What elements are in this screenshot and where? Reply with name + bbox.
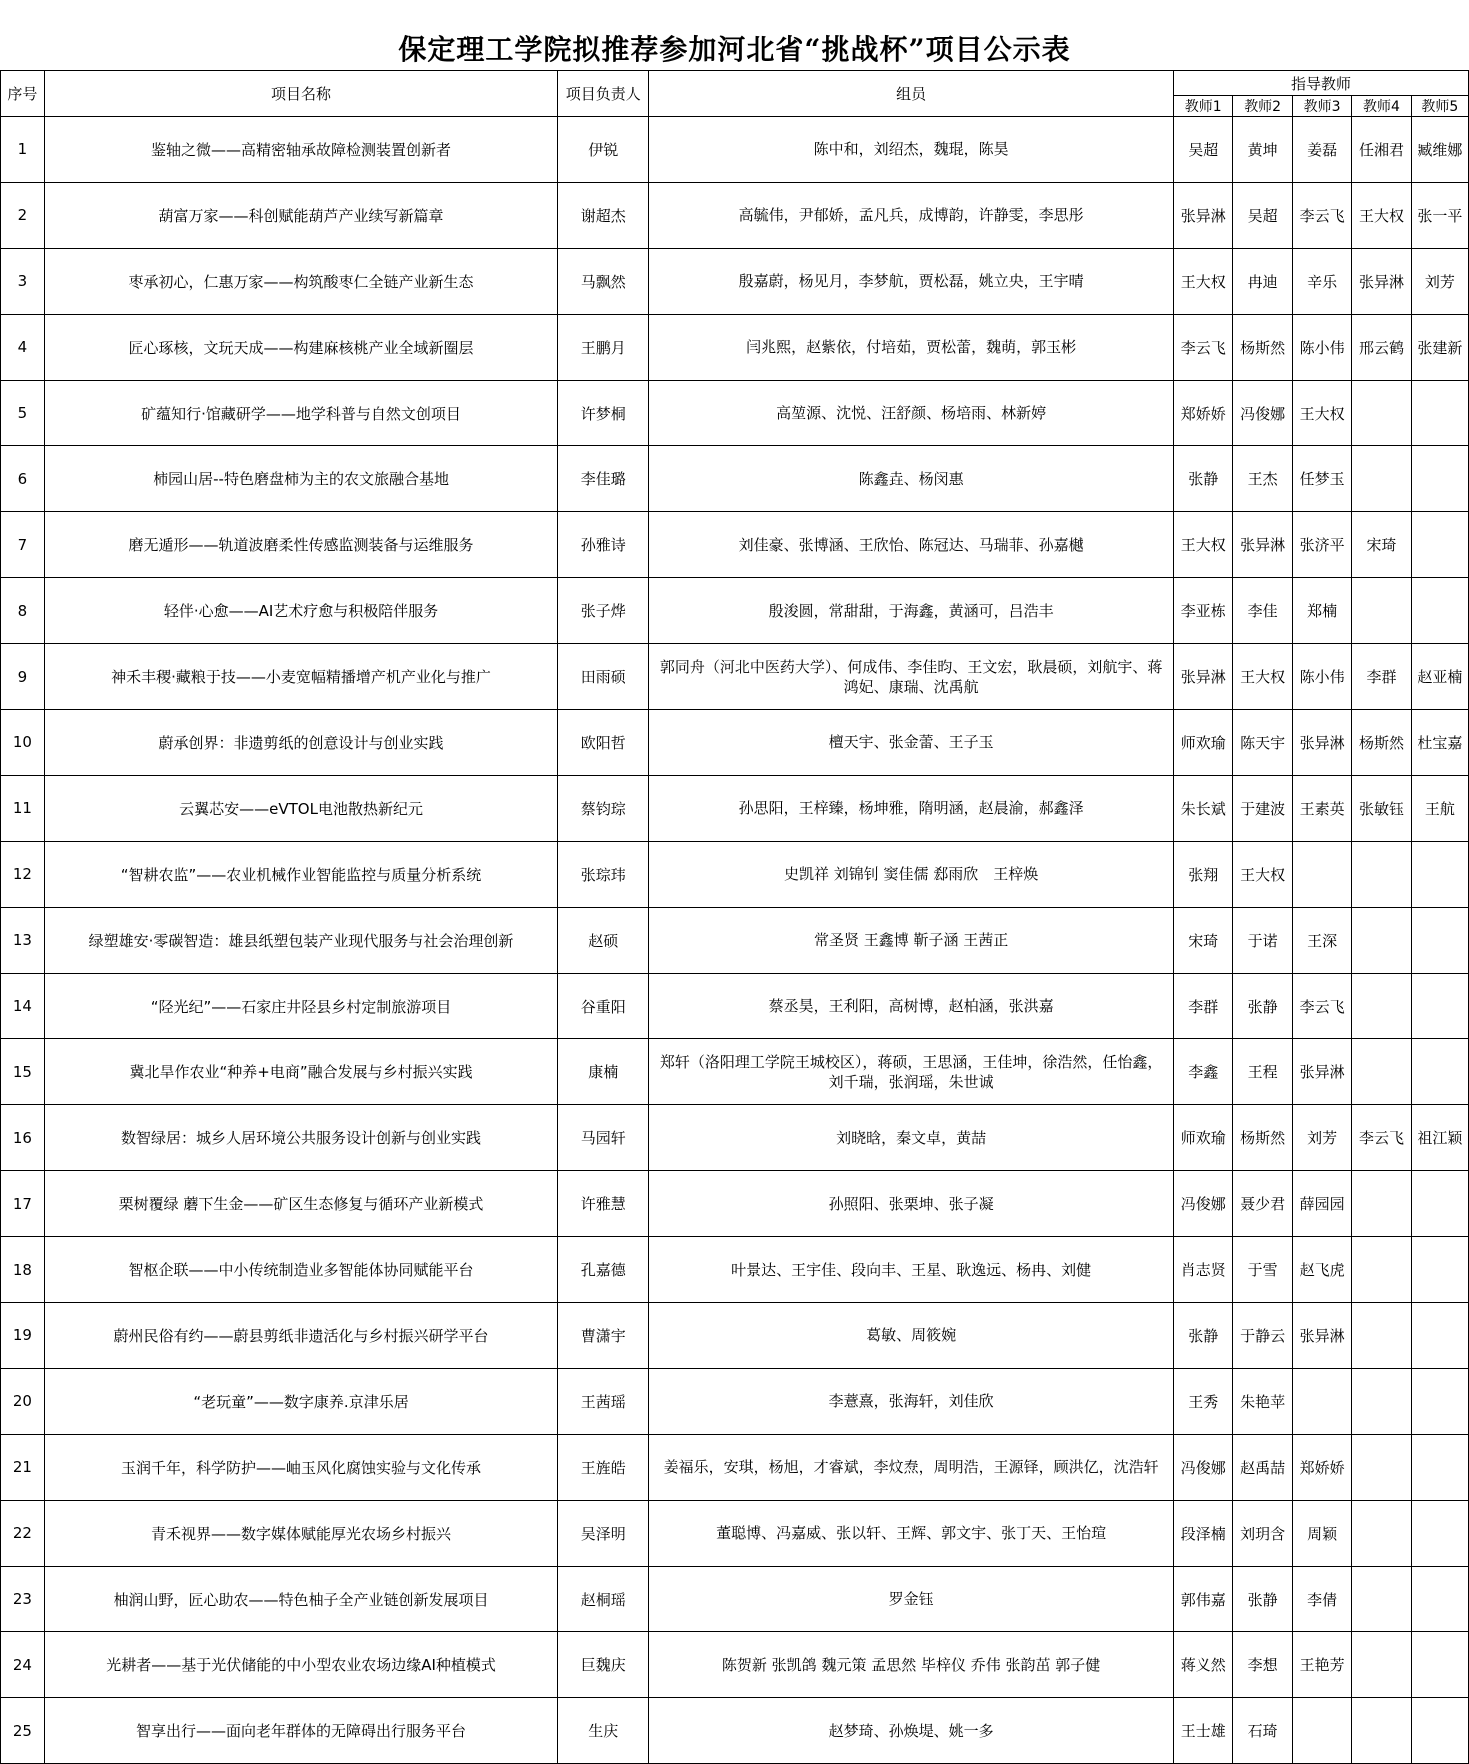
- cell-project: 鉴轴之微——高精密轴承故障检测装置创新者: [44, 117, 558, 183]
- cell-project: “智耕农监”——农业机械作业智能监控与质量分析系统: [44, 841, 558, 907]
- table-row: [1, 248, 1469, 314]
- cell-leader: 孔嘉德: [558, 1237, 649, 1303]
- cell-teacher2: 于建波: [1233, 775, 1292, 841]
- cell-teacher5: [1411, 1698, 1468, 1764]
- header-teacher5: 教师5: [1411, 96, 1468, 117]
- cell-teacher3: 张异淋: [1292, 1039, 1351, 1105]
- cell-teacher1: 师欢瑜: [1174, 710, 1233, 776]
- cell-teacher3: 张异淋: [1292, 710, 1351, 776]
- cell-teacher3: 李云飞: [1292, 182, 1351, 248]
- cell-project: 匠心琢核，文玩天成——构建麻核桃产业全域新圈层: [44, 314, 558, 380]
- cell-project: 智享出行——面向老年群体的无障碍出行服务平台: [44, 1698, 558, 1764]
- cell-no: 15: [1, 1039, 45, 1105]
- cell-no: 24: [1, 1632, 45, 1698]
- cell-project: 云翼芯安——eVTOL电池散热新纪元: [44, 775, 558, 841]
- cell-no: 21: [1, 1434, 45, 1500]
- cell-teacher5: [1411, 1632, 1468, 1698]
- cell-leader: 许雅慧: [558, 1171, 649, 1237]
- cell-teacher3: 王艳芳: [1292, 1632, 1351, 1698]
- cell-teacher1: 张异淋: [1174, 644, 1233, 710]
- header-leader: 项目负责人: [558, 71, 649, 117]
- cell-members: 蔡丞昊，王利阳，高树博，赵柏涵，张洪嘉: [649, 973, 1174, 1039]
- cell-members: 陈贺新 张凯鸽 魏元策 孟思然 毕梓仪 乔伟 张韵茁 郭子健: [649, 1632, 1174, 1698]
- cell-teacher3: 陈小伟: [1292, 644, 1351, 710]
- cell-teacher1: 蒋义然: [1174, 1632, 1233, 1698]
- cell-no: 2: [1, 182, 45, 248]
- cell-leader: 马园轩: [558, 1105, 649, 1171]
- cell-teacher4: [1352, 1171, 1411, 1237]
- table-row: [1, 841, 1469, 907]
- header-teacher1: 教师1: [1174, 96, 1233, 117]
- table-row: [1, 1237, 1469, 1303]
- cell-no: 6: [1, 446, 45, 512]
- cell-teacher5: 张一平: [1411, 182, 1468, 248]
- cell-members: 殷浚圆，常甜甜，于海鑫，黄涵可，吕浩丰: [649, 578, 1174, 644]
- cell-project: “老玩童”——数字康养.京津乐居: [44, 1368, 558, 1434]
- cell-teacher3: 周颖: [1292, 1500, 1351, 1566]
- cell-project: 蔚州民俗有约——蔚县剪纸非遗活化与乡村振兴研学平台: [44, 1303, 558, 1369]
- cell-teacher4: [1352, 1303, 1411, 1369]
- cell-teacher4: [1352, 1698, 1411, 1764]
- cell-teacher3: 姜磊: [1292, 117, 1351, 183]
- cell-project: 玉润千年，科学防护——岫玉风化腐蚀实验与文化传承: [44, 1434, 558, 1500]
- page-title: 保定理工学院拟推荐参加河北省“挑战杯”项目公示表: [398, 33, 1071, 66]
- header-members: 组员: [649, 71, 1174, 117]
- cell-no: 22: [1, 1500, 45, 1566]
- cell-leader: 吴泽明: [558, 1500, 649, 1566]
- cell-teacher3: 陈小伟: [1292, 314, 1351, 380]
- cell-teacher3: 王深: [1292, 907, 1351, 973]
- cell-teacher2: 李佳: [1233, 578, 1292, 644]
- cell-teacher5: [1411, 1171, 1468, 1237]
- header-teacher3: 教师3: [1292, 96, 1351, 117]
- cell-teacher2: 杨斯然: [1233, 1105, 1292, 1171]
- cell-no: 14: [1, 973, 45, 1039]
- cell-leader: 蔡钧琮: [558, 775, 649, 841]
- cell-teacher5: [1411, 380, 1468, 446]
- cell-teacher2: 吴超: [1233, 182, 1292, 248]
- cell-teacher4: [1352, 1434, 1411, 1500]
- cell-teacher5: [1411, 512, 1468, 578]
- cell-teacher2: 王程: [1233, 1039, 1292, 1105]
- cell-teacher1: 宋琦: [1174, 907, 1233, 973]
- cell-teacher2: 王大权: [1233, 841, 1292, 907]
- cell-teacher3: 张异淋: [1292, 1303, 1351, 1369]
- cell-teacher5: 臧维娜: [1411, 117, 1468, 183]
- cell-project: 矿蕴知行·馆藏研学——地学科普与自然文创项目: [44, 380, 558, 446]
- table-row: [1, 710, 1469, 776]
- cell-teacher2: 黄坤: [1233, 117, 1292, 183]
- cell-teacher3: [1292, 1698, 1351, 1764]
- cell-teacher1: 王士雄: [1174, 1698, 1233, 1764]
- cell-teacher4: [1352, 841, 1411, 907]
- cell-project: 智枢企联——中小传统制造业多智能体协同赋能平台: [44, 1237, 558, 1303]
- cell-members: 郑轩（洛阳理工学院王城校区），蒋硕，王思涵，王佳坤，徐浩然，任怡鑫，刘千瑞，张润瑶，朱世诚: [649, 1039, 1174, 1105]
- cell-project: 柿园山居--特色磨盘柿为主的农文旅融合基地: [44, 446, 558, 512]
- cell-leader: 许梦桐: [558, 380, 649, 446]
- table-row: [1, 1698, 1469, 1764]
- cell-leader: 谷重阳: [558, 973, 649, 1039]
- cell-project: 冀北旱作农业“种养+电商”融合发展与乡村振兴实践: [44, 1039, 558, 1105]
- cell-teacher1: 师欢瑜: [1174, 1105, 1233, 1171]
- cell-teacher1: 李云飞: [1174, 314, 1233, 380]
- cell-teacher1: 李群: [1174, 973, 1233, 1039]
- cell-teacher3: 王素英: [1292, 775, 1351, 841]
- cell-members: 孙照阳、张栗坤、张子凝: [649, 1171, 1174, 1237]
- cell-leader: 王鹏月: [558, 314, 649, 380]
- cell-teacher3: [1292, 841, 1351, 907]
- cell-teacher2: 王大权: [1233, 644, 1292, 710]
- cell-teacher2: 于诺: [1233, 907, 1292, 973]
- cell-teacher3: 张济平: [1292, 512, 1351, 578]
- table-row: [1, 1105, 1469, 1171]
- cell-members: 陈中和，刘绍杰，魏琨，陈昊: [649, 117, 1174, 183]
- cell-leader: 马飘然: [558, 248, 649, 314]
- cell-teacher3: 刘芳: [1292, 1105, 1351, 1171]
- cell-teacher4: 邢云鹤: [1352, 314, 1411, 380]
- cell-teacher1: 郑娇娇: [1174, 380, 1233, 446]
- cell-teacher4: [1352, 1632, 1411, 1698]
- cell-members: 郭同舟（河北中医药大学）、何成伟、李佳昀、王文宏，耿晨硕，刘航宇、蒋鸿妃、康瑞、沈禹航: [649, 644, 1174, 710]
- cell-project: 枣承初心，仁惠万家——构筑酸枣仁全链产业新生态: [44, 248, 558, 314]
- cell-teacher2: 王杰: [1233, 446, 1292, 512]
- cell-teacher5: [1411, 1434, 1468, 1500]
- cell-leader: 康楠: [558, 1039, 649, 1105]
- cell-leader: 孙雅诗: [558, 512, 649, 578]
- table-body: [1, 117, 1469, 1764]
- cell-teacher4: 张敏钰: [1352, 775, 1411, 841]
- cell-teacher5: [1411, 1237, 1468, 1303]
- table-row: [1, 644, 1469, 710]
- table-row: [1, 1500, 1469, 1566]
- cell-members: 赵梦琦、孙焕堤、姚一多: [649, 1698, 1174, 1764]
- cell-teacher2: 张静: [1233, 1566, 1292, 1632]
- table-row: [1, 1039, 1469, 1105]
- cell-teacher2: 陈天宇: [1233, 710, 1292, 776]
- cell-no: 25: [1, 1698, 45, 1764]
- cell-members: 高堃源、沈悦、汪舒颜、杨培雨、林新婷: [649, 380, 1174, 446]
- cell-teacher1: 冯俊娜: [1174, 1171, 1233, 1237]
- cell-teacher1: 张静: [1174, 1303, 1233, 1369]
- cell-leader: 伊锐: [558, 117, 649, 183]
- cell-no: 19: [1, 1303, 45, 1369]
- table-row: [1, 446, 1469, 512]
- cell-project: “陉光纪”——石家庄井陉县乡村定制旅游项目: [44, 973, 558, 1039]
- cell-members: 孙思阳，王梓臻，杨坤雅，隋明涵，赵晨渝，郝鑫泽: [649, 775, 1174, 841]
- cell-teacher3: 李云飞: [1292, 973, 1351, 1039]
- cell-teacher1: 朱长斌: [1174, 775, 1233, 841]
- cell-teacher2: 于雪: [1233, 1237, 1292, 1303]
- cell-project: 神禾丰稷·藏粮于技——小麦宽幅精播增产机产业化与推广: [44, 644, 558, 710]
- cell-members: 殷嘉蔚，杨见月，李梦航，贾松磊，姚立央，王宇晴: [649, 248, 1174, 314]
- cell-leader: 王旌皓: [558, 1434, 649, 1500]
- cell-project: 青禾视界——数字媒体赋能厚光农场乡村振兴: [44, 1500, 558, 1566]
- cell-no: 16: [1, 1105, 45, 1171]
- cell-no: 8: [1, 578, 45, 644]
- cell-project: 数智绿居：城乡人居环境公共服务设计创新与创业实践: [44, 1105, 558, 1171]
- cell-no: 11: [1, 775, 45, 841]
- cell-teacher5: [1411, 1368, 1468, 1434]
- cell-members: 刘佳豪、张博涵、王欣怡、陈冠达、马瑞菲、孙嘉樾: [649, 512, 1174, 578]
- cell-teacher4: 杨斯然: [1352, 710, 1411, 776]
- table-row: [1, 973, 1469, 1039]
- cell-project: 葫富万家——科创赋能葫芦产业续写新篇章: [44, 182, 558, 248]
- cell-no: 10: [1, 710, 45, 776]
- project-table: [0, 70, 1469, 1764]
- cell-teacher1: 张异淋: [1174, 182, 1233, 248]
- cell-leader: 赵硕: [558, 907, 649, 973]
- cell-no: 9: [1, 644, 45, 710]
- cell-teacher3: 王大权: [1292, 380, 1351, 446]
- cell-leader: 曹潇宇: [558, 1303, 649, 1369]
- cell-leader: 巨魏庆: [558, 1632, 649, 1698]
- table-row: [1, 907, 1469, 973]
- cell-teacher3: 薛园园: [1292, 1171, 1351, 1237]
- cell-leader: 王茜瑶: [558, 1368, 649, 1434]
- cell-teacher2: 赵禹喆: [1233, 1434, 1292, 1500]
- cell-teacher1: 王大权: [1174, 512, 1233, 578]
- cell-teacher5: [1411, 578, 1468, 644]
- cell-members: 陈鑫垚、杨闵惠: [649, 446, 1174, 512]
- cell-teacher2: 朱艳苹: [1233, 1368, 1292, 1434]
- cell-teacher5: [1411, 1500, 1468, 1566]
- cell-teacher1: 段泽楠: [1174, 1500, 1233, 1566]
- cell-project: 磨无遁形——轨道波磨柔性传感监测装备与运维服务: [44, 512, 558, 578]
- header-advisors: 指导教师: [1174, 71, 1469, 96]
- table-row: [1, 1434, 1469, 1500]
- table-row: [1, 1171, 1469, 1237]
- cell-members: 李薏熹，张海轩，刘佳欣: [649, 1368, 1174, 1434]
- cell-teacher1: 张静: [1174, 446, 1233, 512]
- cell-teacher1: 郭伟嘉: [1174, 1566, 1233, 1632]
- cell-teacher3: 辛乐: [1292, 248, 1351, 314]
- cell-no: 3: [1, 248, 45, 314]
- cell-teacher2: 石琦: [1233, 1698, 1292, 1764]
- cell-teacher4: [1352, 380, 1411, 446]
- cell-leader: 张子烨: [558, 578, 649, 644]
- cell-project: 蔚承创界：非遗剪纸的创意设计与创业实践: [44, 710, 558, 776]
- cell-teacher3: [1292, 1368, 1351, 1434]
- table-row: [1, 182, 1469, 248]
- cell-teacher2: 聂少君: [1233, 1171, 1292, 1237]
- cell-teacher5: [1411, 907, 1468, 973]
- cell-project: 光耕者——基于光伏储能的中小型农业农场边缘AI种植模式: [44, 1632, 558, 1698]
- cell-teacher5: 杜宝嘉: [1411, 710, 1468, 776]
- cell-no: 12: [1, 841, 45, 907]
- cell-teacher2: 李想: [1233, 1632, 1292, 1698]
- cell-teacher4: 李云飞: [1352, 1105, 1411, 1171]
- cell-leader: 欧阳哲: [558, 710, 649, 776]
- cell-teacher5: [1411, 1039, 1468, 1105]
- cell-teacher1: 肖志贤: [1174, 1237, 1233, 1303]
- cell-teacher5: 赵亚楠: [1411, 644, 1468, 710]
- cell-teacher4: 张异淋: [1352, 248, 1411, 314]
- cell-teacher2: 冉迪: [1233, 248, 1292, 314]
- cell-teacher4: 任湘君: [1352, 117, 1411, 183]
- cell-teacher5: [1411, 1303, 1468, 1369]
- table-row: [1, 314, 1469, 380]
- header-row: [1, 71, 1469, 96]
- cell-leader: 田雨硕: [558, 644, 649, 710]
- cell-no: 1: [1, 117, 45, 183]
- cell-members: 闫兆熙，赵紫依，付培茹，贾松蕾，魏萌，郭玉彬: [649, 314, 1174, 380]
- cell-teacher5: 刘芳: [1411, 248, 1468, 314]
- cell-no: 23: [1, 1566, 45, 1632]
- cell-teacher4: [1352, 446, 1411, 512]
- cell-teacher4: [1352, 1039, 1411, 1105]
- cell-leader: 张琮玮: [558, 841, 649, 907]
- table-row: [1, 1303, 1469, 1369]
- cell-no: 20: [1, 1368, 45, 1434]
- cell-project: 栗树覆绿 蘑下生金——矿区生态修复与循环产业新模式: [44, 1171, 558, 1237]
- cell-project: 绿塑雄安·零碳智造：雄县纸塑包装产业现代服务与社会治理创新: [44, 907, 558, 973]
- cell-no: 7: [1, 512, 45, 578]
- cell-members: 刘晓晗，秦文卓，黄喆: [649, 1105, 1174, 1171]
- cell-teacher5: [1411, 446, 1468, 512]
- cell-members: 葛敏、周筱婉: [649, 1303, 1174, 1369]
- cell-teacher4: [1352, 578, 1411, 644]
- cell-teacher4: [1352, 1237, 1411, 1303]
- cell-no: 4: [1, 314, 45, 380]
- cell-teacher5: [1411, 1566, 1468, 1632]
- table-row: [1, 380, 1469, 446]
- cell-teacher4: 王大权: [1352, 182, 1411, 248]
- cell-teacher5: [1411, 973, 1468, 1039]
- cell-teacher3: 郑娇娇: [1292, 1434, 1351, 1500]
- cell-members: 高毓伟，尹郁娇，孟凡兵，成博韵，许静雯，李思彤: [649, 182, 1174, 248]
- table-row: [1, 117, 1469, 183]
- table-row: [1, 1632, 1469, 1698]
- cell-members: 董聪博、冯嘉威、张以轩、王辉、郭文宇、张丁天、王怡瑄: [649, 1500, 1174, 1566]
- header-teacher4: 教师4: [1352, 96, 1411, 117]
- cell-teacher5: 祖江颖: [1411, 1105, 1468, 1171]
- cell-teacher4: [1352, 907, 1411, 973]
- cell-teacher2: 于静云: [1233, 1303, 1292, 1369]
- cell-members: 姜福乐，安琪，杨旭，才睿斌，李炆焘，周明浩，王源铎，顾洪亿，沈浩轩: [649, 1434, 1174, 1500]
- header-no: 序号: [1, 71, 45, 117]
- cell-teacher2: 杨斯然: [1233, 314, 1292, 380]
- cell-members: 史凯祥 刘锦钊 窦佳儒 郄雨欣 王梓焕: [649, 841, 1174, 907]
- cell-teacher3: 赵飞虎: [1292, 1237, 1351, 1303]
- cell-teacher5: [1411, 841, 1468, 907]
- cell-teacher1: 李鑫: [1174, 1039, 1233, 1105]
- cell-teacher4: 李群: [1352, 644, 1411, 710]
- cell-teacher4: [1352, 1368, 1411, 1434]
- cell-members: 罗金钰: [649, 1566, 1174, 1632]
- cell-no: 18: [1, 1237, 45, 1303]
- table-row: [1, 512, 1469, 578]
- cell-members: 叶景达、王宇佳、段向丰、王星、耿逸远、杨冉、刘健: [649, 1237, 1174, 1303]
- cell-teacher4: [1352, 1500, 1411, 1566]
- cell-no: 13: [1, 907, 45, 973]
- cell-teacher4: [1352, 973, 1411, 1039]
- cell-no: 5: [1, 380, 45, 446]
- cell-members: 常圣贤 王鑫博 靳子涵 王茜正: [649, 907, 1174, 973]
- cell-no: 17: [1, 1171, 45, 1237]
- cell-teacher2: 冯俊娜: [1233, 380, 1292, 446]
- cell-teacher1: 冯俊娜: [1174, 1434, 1233, 1500]
- cell-teacher3: 李倩: [1292, 1566, 1351, 1632]
- table-row: [1, 1566, 1469, 1632]
- cell-leader: 李佳璐: [558, 446, 649, 512]
- cell-project: 柚润山野，匠心助农——特色柚子全产业链创新发展项目: [44, 1566, 558, 1632]
- cell-leader: 谢超杰: [558, 182, 649, 248]
- header-project: 项目名称: [44, 71, 558, 117]
- cell-leader: 生庆: [558, 1698, 649, 1764]
- cell-leader: 赵桐瑶: [558, 1566, 649, 1632]
- cell-members: 檀天宇、张金蕾、王子玉: [649, 710, 1174, 776]
- table-row: [1, 578, 1469, 644]
- cell-teacher3: 任梦玉: [1292, 446, 1351, 512]
- cell-teacher1: 李亚栋: [1174, 578, 1233, 644]
- cell-teacher1: 张翔: [1174, 841, 1233, 907]
- cell-teacher5: 张建新: [1411, 314, 1468, 380]
- header-teacher2: 教师2: [1233, 96, 1292, 117]
- cell-teacher2: 刘玥含: [1233, 1500, 1292, 1566]
- cell-teacher5: 王航: [1411, 775, 1468, 841]
- table-row: [1, 775, 1469, 841]
- cell-teacher3: 郑楠: [1292, 578, 1351, 644]
- cell-project: 轻伴·心愈——AI艺术疗愈与积极陪伴服务: [44, 578, 558, 644]
- cell-teacher2: 张静: [1233, 973, 1292, 1039]
- cell-teacher4: 宋琦: [1352, 512, 1411, 578]
- cell-teacher4: [1352, 1566, 1411, 1632]
- table-row: [1, 1368, 1469, 1434]
- cell-teacher1: 王秀: [1174, 1368, 1233, 1434]
- cell-teacher1: 王大权: [1174, 248, 1233, 314]
- cell-teacher1: 吴超: [1174, 117, 1233, 183]
- cell-teacher2: 张异淋: [1233, 512, 1292, 578]
